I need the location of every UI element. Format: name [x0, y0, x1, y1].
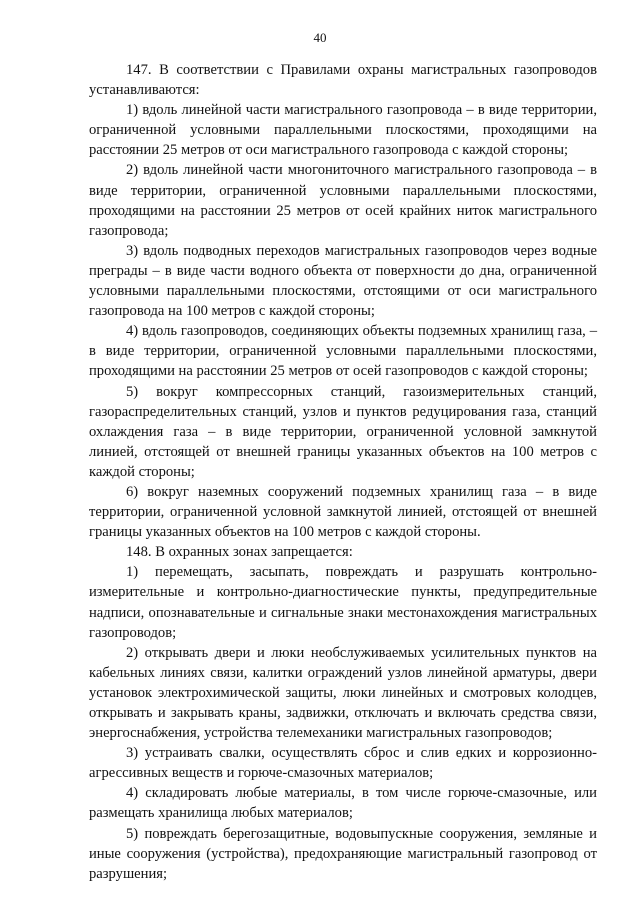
list-item-147-2: 2) вдоль линейной части многониточного магистрального газопровода – в виде территории, ограниченной условными параллельными плоскостями, проходящими на расстоянии 25 метров от осей крайних ниток магистрального газопровода; [89, 162, 597, 239]
list-item-148-1: 1) перемещать, засыпать, повреждать и разрушать контрольно-измерительные и контрольно-диагностические пункты, предупредительные надписи, опознавательные и сигнальные знаки местонахождения магистральных газопроводов; [89, 564, 597, 641]
list-item-148-2: 2) открывать двери и люки необслуживаемых усилительных пунктов на кабельных линиях связи, калитки ограждений узлов линейной арматуры, двери установок электрохимической защиты, люки линейных и смотровых колодцев, открывать и закрывать краны, задвижки, отключать и включать средства связи, энергоснабжения, устройства телемеханики магистральных газопроводов; [89, 644, 597, 742]
list-item-147-6: 6) вокруг наземных сооружений подземных хранилищ газа – в виде территории, ограниченной условной замкнутой линией, отстоящей от внешней границы указанных объектов на 100 метров с каждой стороны. [89, 483, 597, 541]
paragraph-147-intro: 147. В соответствии с Правилами охраны магистральных газопроводов устанавливаются: [89, 62, 597, 99]
document-body [89, 60, 597, 884]
list-item-147-3: 3) вдоль подводных переходов магистральных газопроводов через водные преграды – в виде части водного объекта от поверхности до дна, ограниченной условными параллельными плоскостями, отстоящими от оси магистрального газопровода на 100 метров с каждой стороны; [89, 242, 597, 320]
list-item-147-5: 5) вокруг компрессорных станций, газоизмерительных станций, газораспределительных станций, узлов и пунктов редуцирования газа, станций охлаждения газа – в виде территории, ограниченной условной замкнутой линией, отстоящей от внешней границы указанных объектов на 100 метров с каждой стороны; [89, 383, 597, 480]
list-item-147-1: 1) вдоль линейной части магистрального газопровода – в виде территории, ограниченной условными параллельными плоскостями, проходящими на расстоянии 25 метров от оси магистрального газопровода с каждой стороны; [89, 102, 597, 159]
list-item-148-5: 5) повреждать берегозащитные, водовыпускные сооружения, земляные и иные сооружения (устройства), предохраняющие магистральный газопровод от разрушения; [89, 825, 597, 882]
page-number: 40 [313, 30, 327, 45]
list-item-147-4: 4) вдоль газопроводов, соединяющих объекты подземных хранилищ газа, – в виде территории, ограниченной условными параллельными плоскостями, проходящими на расстоянии 25 метров от осей газопроводов с каждой стороны; [89, 323, 597, 380]
paragraph-148-intro: 148. В охранных зонах запрещается: [126, 544, 353, 561]
list-item-148-3: 3) устраивать свалки, осуществлять сброс и слив едких и коррозионно-агрессивных веществ и горюче-смазочных материалов; [89, 745, 597, 782]
list-item-148-4: 4) складировать любые материалы, в том числе горюче-смазочные, или размещать хранилища любых материалов; [89, 785, 597, 822]
